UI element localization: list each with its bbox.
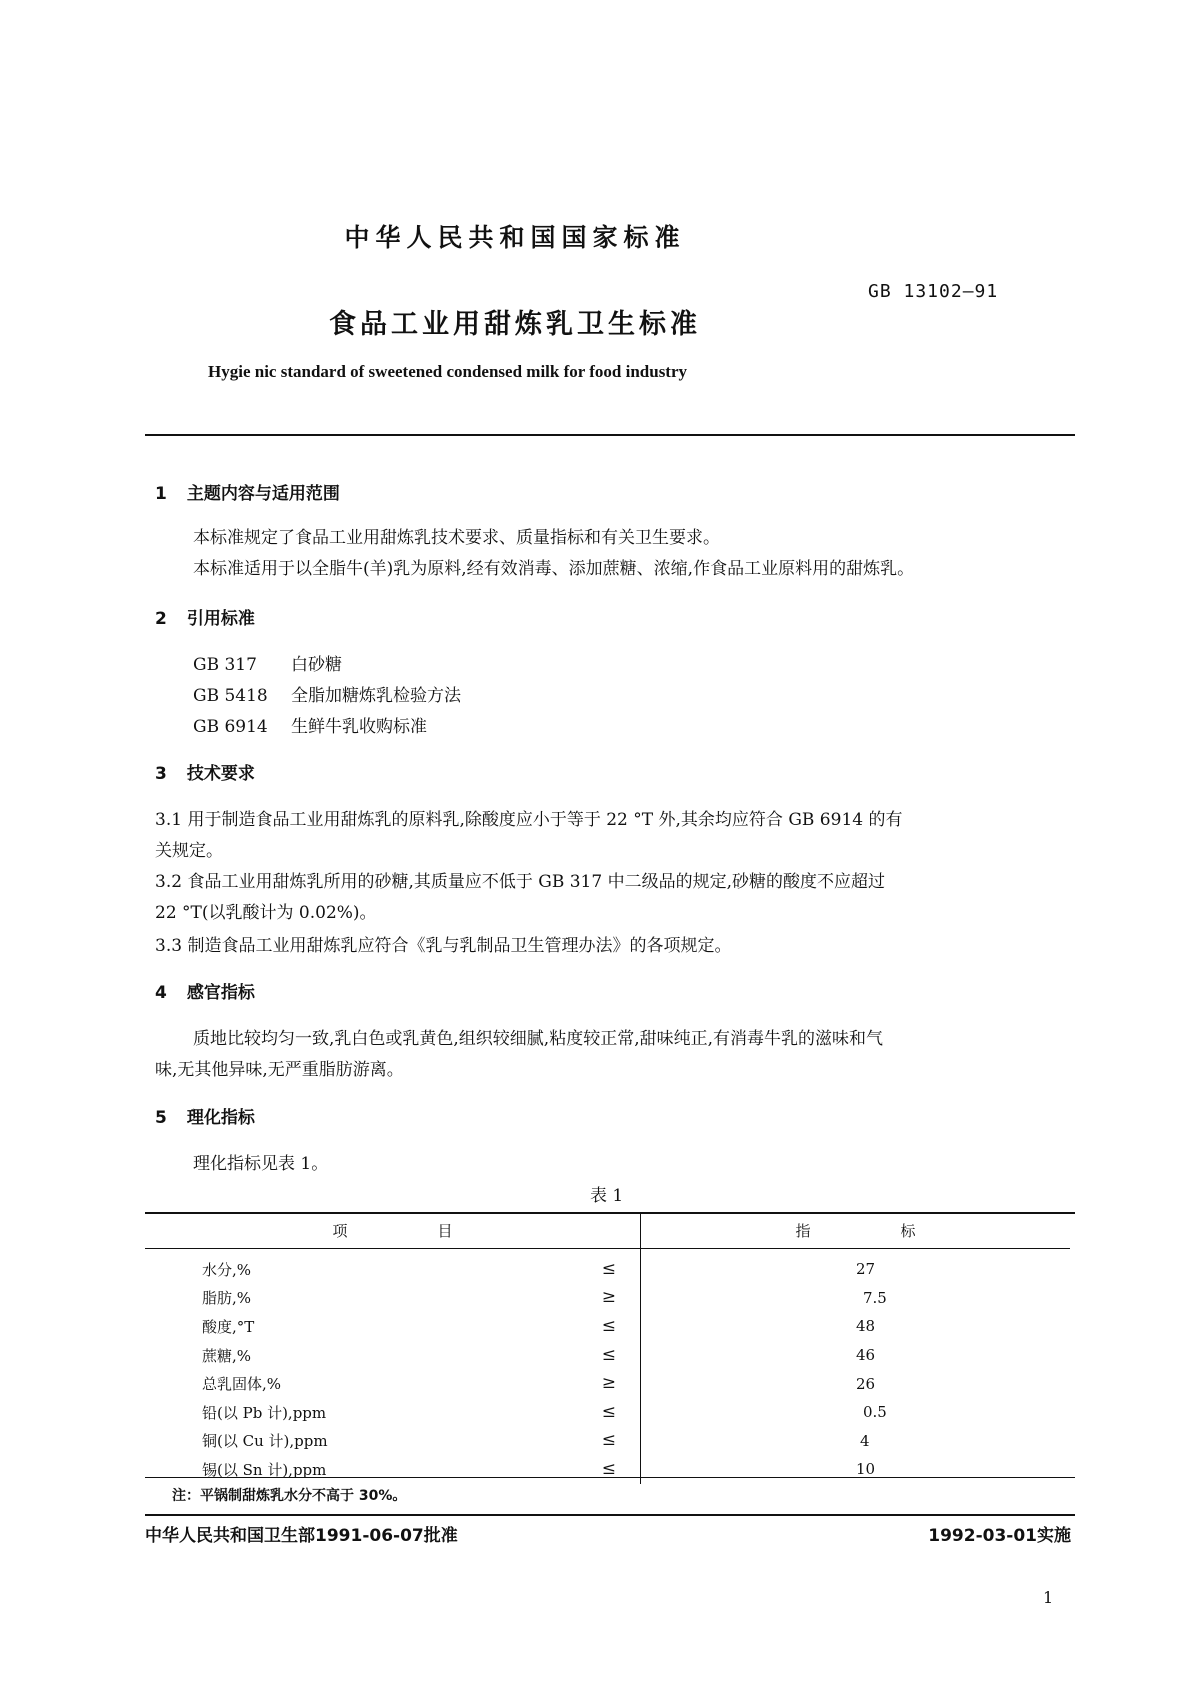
reference-item [193, 681, 461, 706]
table-row [145, 1398, 1070, 1427]
table-row [145, 1249, 1070, 1284]
comparison-symbol: ≤ [601, 1458, 616, 1479]
table-row [145, 1369, 1070, 1398]
table-row [145, 1341, 1070, 1370]
reference-name: 全脂加糖炼乳检验方法 [291, 686, 461, 706]
comparison-symbol: ≥ [601, 1373, 616, 1394]
item-name: 蔗糖,% [202, 1346, 252, 1365]
section-number: 5 [155, 1108, 167, 1128]
item-name: 水分,% [202, 1260, 252, 1279]
column-header-item: 项 目 [145, 1212, 641, 1249]
section-1-heading [155, 479, 360, 504]
paragraph: 质地比较均匀一致,乳白色或乳黄色,组织较细腻,粘度较正常,甜味纯正,有消毒牛乳的滋味和气 [193, 1029, 884, 1049]
table-row [145, 1427, 1070, 1456]
table-header-row [145, 1212, 1070, 1249]
section-2-heading [155, 604, 275, 629]
reference-code: GB 317 [193, 655, 257, 675]
reference-item [193, 712, 427, 737]
comparison-symbol: ≤ [601, 1258, 616, 1279]
table-note: 注：平锅制甜炼乳水分不高于 30%。 [172, 1488, 407, 1504]
item-value: 0.5 [863, 1403, 887, 1422]
section-3-heading [155, 759, 275, 784]
section-title: 技术要求 [186, 764, 255, 784]
item-value: 10 [856, 1460, 876, 1479]
table-row [145, 1455, 1070, 1484]
item-value: 27 [856, 1260, 876, 1279]
document-title: 食品工业用甜炼乳卫生标准 [329, 309, 701, 340]
section-number: 4 [155, 983, 167, 1003]
comparison-symbol: ≤ [601, 1401, 616, 1422]
item-value: 7.5 [863, 1288, 887, 1307]
item-value: 46 [856, 1346, 876, 1365]
reference-item [193, 650, 342, 675]
reference-code: GB 6914 [193, 717, 268, 737]
paragraph: 本标准适用于以全脂牛(羊)乳为原料,经有效消毒、添加蔗糖、浓缩,作食品工业原料用的甜炼乳。 [193, 559, 915, 579]
clause-3-3: 3.3 制造食品工业用甜炼乳应符合《乳与乳制品卫生管理办法》的各项规定。 [155, 936, 732, 956]
reference-name: 白砂糖 [291, 655, 342, 675]
section-title: 感官指标 [186, 983, 255, 1003]
table-row [145, 1284, 1070, 1313]
section-5-heading [155, 1103, 275, 1128]
column-header-value: 指 标 [641, 1212, 1071, 1249]
standard-number: GB 13102—91 [868, 281, 999, 302]
section-title: 理化指标 [186, 1108, 255, 1128]
table-bottom-rule [145, 1477, 1075, 1478]
item-name: 铅(以 Pb 计),ppm [202, 1403, 327, 1422]
section-4-heading [155, 978, 275, 1003]
comparison-symbol: ≤ [601, 1344, 616, 1365]
item-name: 锡(以 Sn 计),ppm [202, 1460, 327, 1479]
item-name: 脂肪,% [202, 1289, 252, 1308]
reference-name: 生鲜牛乳收购标准 [291, 717, 427, 737]
item-name: 总乳固体,% [202, 1375, 282, 1394]
table-caption: 表 1 [590, 1186, 624, 1206]
footer-rule [145, 1514, 1075, 1516]
clause-3-1-cont: 关规定。 [155, 841, 223, 861]
clause-3-2-cont: 22 °T(以乳酸计为 0.02%)。 [155, 903, 377, 923]
reference-code: GB 5418 [193, 686, 268, 706]
english-title: Hygie nic standard of sweetened condensed milk for food industry [208, 362, 688, 381]
paragraph: 本标准规定了食品工业用甜炼乳技术要求、质量指标和有关卫生要求。 [193, 528, 720, 548]
comparison-symbol: ≥ [601, 1287, 616, 1308]
table-row [145, 1312, 1070, 1341]
section-number: 1 [155, 484, 167, 504]
section-title: 引用标准 [186, 609, 255, 629]
section-number: 2 [155, 609, 167, 629]
section-number: 3 [155, 764, 167, 784]
comparison-symbol: ≤ [601, 1315, 616, 1336]
page-number: 1 [1043, 1588, 1054, 1607]
comparison-symbol: ≤ [601, 1430, 616, 1451]
clause-3-2: 3.2 食品工业用甜炼乳所用的砂糖,其质量应不低于 GB 317 中二级品的规定,砂糖的酸度不应超过 [155, 872, 885, 892]
paragraph: 味,无其他异味,无严重脂肪游离。 [155, 1060, 404, 1080]
item-value: 48 [856, 1317, 876, 1336]
item-value: 26 [856, 1374, 876, 1393]
approval-date: 中华人民共和国卫生部1991-06-07批准 [145, 1526, 458, 1546]
issuer-title: 中华人民共和国国家标准 [344, 223, 686, 252]
item-name: 酸度,°T [202, 1317, 255, 1336]
header-divider [145, 434, 1075, 436]
effective-date: 1992-03-01实施 [928, 1526, 1071, 1546]
item-value: 4 [860, 1431, 870, 1450]
section-title: 主题内容与适用范围 [186, 484, 340, 504]
item-name: 铜(以 Cu 计),ppm [202, 1432, 328, 1451]
clause-3-1: 3.1 用于制造食品工业用甜炼乳的原料乳,除酸度应小于等于 22 °T 外,其余均应符合 GB 6914 的有 [155, 810, 903, 830]
paragraph: 理化指标见表 1。 [193, 1154, 329, 1174]
physicochemical-table [145, 1212, 1070, 1484]
